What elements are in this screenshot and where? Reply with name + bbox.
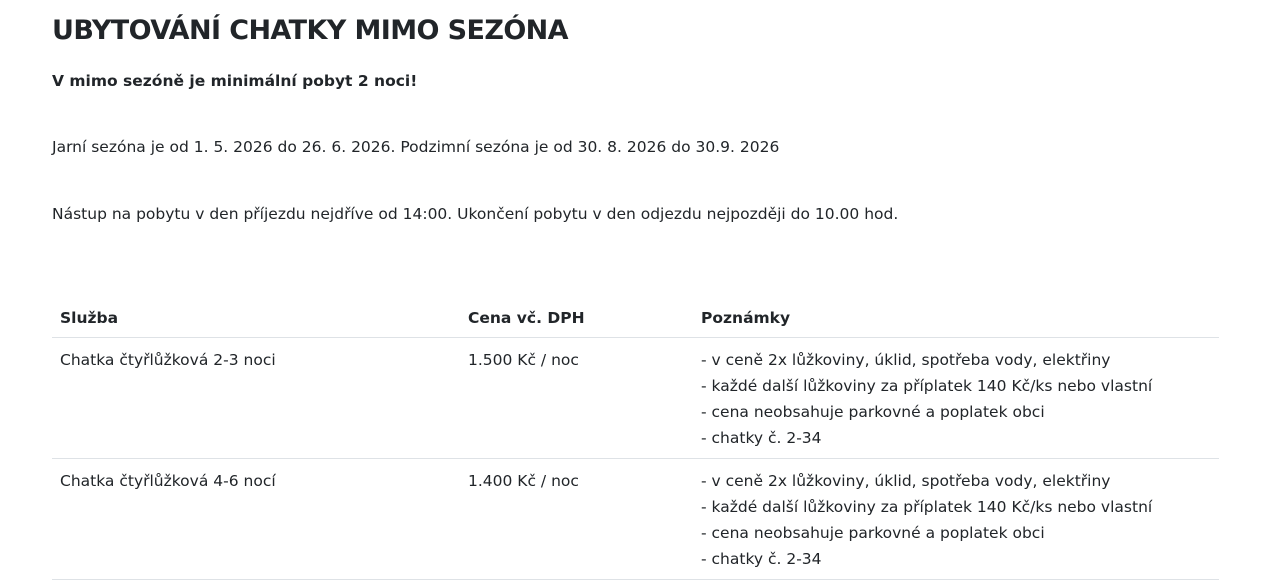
minimum-stay-notice: V mimo sezóně je minimální pobyt 2 noci! <box>52 72 418 90</box>
header-notes: Poznámky <box>693 299 1219 338</box>
notes-cell <box>693 459 1219 580</box>
service-cell: Chatka čtyřlůžková 4-6 nocí <box>52 459 460 580</box>
price-cell: 1.500 Kč / noc <box>460 338 693 459</box>
notes-cell <box>693 338 1219 459</box>
note-line: - chatky č. 2-34 <box>701 550 822 568</box>
note-line: - cena neobsahuje parkovné a poplatek obci <box>701 524 1045 542</box>
table-header-row <box>52 299 1219 338</box>
note-line: - v ceně 2x lůžkoviny, úklid, spotřeba vody, elektřiny <box>701 472 1111 490</box>
page-title: UBYTOVÁNÍ CHATKY MIMO SEZÓNA <box>52 15 568 46</box>
note-line: - v ceně 2x lůžkoviny, úklid, spotřeba vody, elektřiny <box>701 351 1111 369</box>
season-dates-text: Jarní sezóna je od 1. 5. 2026 do 26. 6. 2026. Podzimní sezóna je od 30. 8. 2026 do 30.9. 2026 <box>52 138 780 156</box>
note-line: - cena neobsahuje parkovné a poplatek obci <box>701 403 1045 421</box>
service-cell: Chatka čtyřlůžková 2-3 noci <box>52 338 460 459</box>
note-line: - chatky č. 2-34 <box>701 429 822 447</box>
note-line: - každé další lůžkoviny za příplatek 140 Kč/ks nebo vlastní <box>701 377 1153 395</box>
table-row <box>52 459 1219 580</box>
table-row <box>52 338 1219 459</box>
price-cell: 1.400 Kč / noc <box>460 459 693 580</box>
price-table <box>52 299 1219 580</box>
note-line: - každé další lůžkoviny za příplatek 140 Kč/ks nebo vlastní <box>701 498 1153 516</box>
header-service: Služba <box>52 299 460 338</box>
checkin-checkout-text: Nástup na pobytu v den příjezdu nejdříve od 14:00. Ukončení pobytu v den odjezdu nejpozději do 10.00 hod. <box>52 205 899 223</box>
header-price: Cena vč. DPH <box>460 299 693 338</box>
